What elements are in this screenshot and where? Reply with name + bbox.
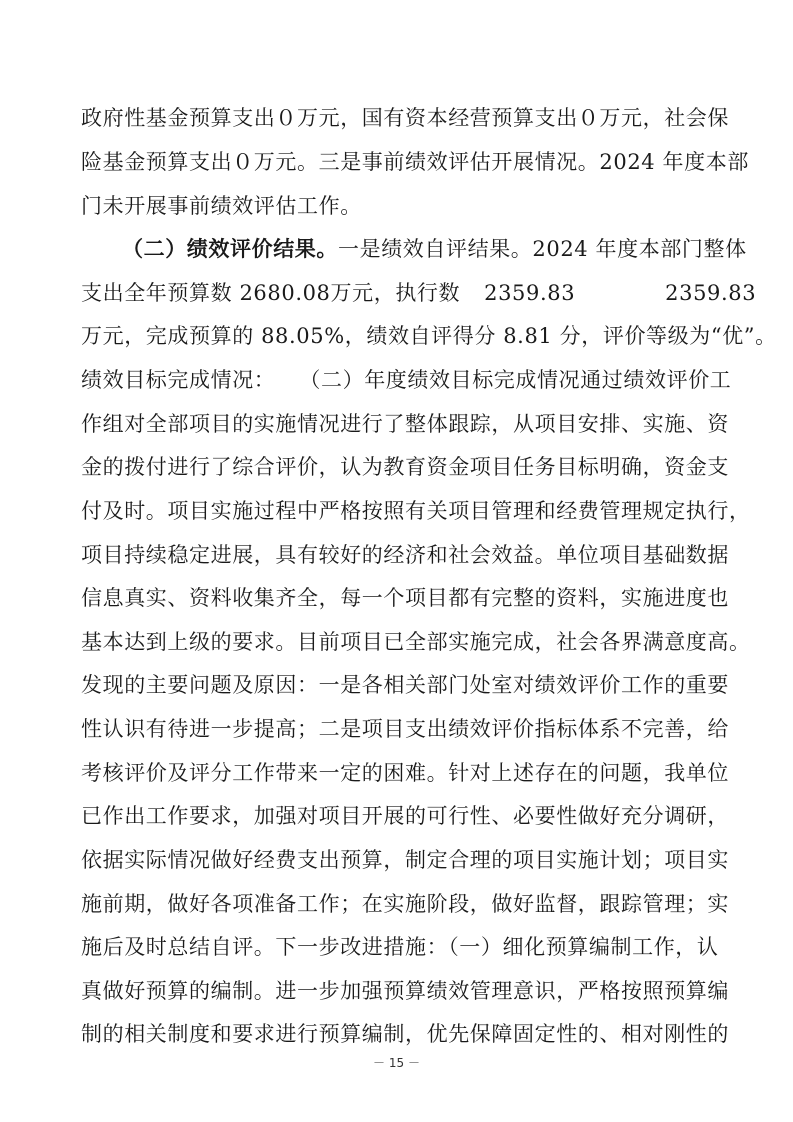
text-line-12: 信息真实、资料收集齐全，每一个项目都有完整的资料，实施进度也 (81, 586, 729, 610)
text-line-22: 制的相关制度和要求进行预算编制，优先保障固定性的、相对刚性的 (81, 1022, 729, 1046)
text-line-14: 发现的主要问题及原因：一是各相关部门处室对绩效评价工作的重要 (81, 673, 729, 697)
paragraph-heading-line (122, 235, 762, 263)
text-line-7b: （二）年度绩效目标完成情况通过绩效评价工 (299, 368, 732, 392)
text-line-10: 付及时。项目实施过程中严格按照有关项目管理和经费管理规定执行， (81, 499, 751, 523)
page-number: － 15 － (373, 1056, 420, 1070)
section-heading: （二）绩效评价结果。 (122, 237, 338, 261)
text-line-5-row (81, 279, 757, 307)
text-line-19: 施前期，做好各项准备工作；在实施阶段，做好监督，跟踪管理；实 (81, 892, 729, 916)
text-line-21: 真做好预算的编制。进一步加强预算绩效管理意识，严格按照预算编 (81, 979, 729, 1003)
text-line-20: 施后及时总结自评。下一步改进措施：（一）细化预算编制工作，认 (81, 935, 719, 959)
text-line-17: 已作出工作要求，加强对项目开展的可行性、必要性做好充分调研， (81, 804, 729, 828)
text-line-2: 险基金预算支出０万元。三是事前绩效评估开展情况。2024 年度本部 (81, 150, 749, 174)
text-line-7a: 绩效目标完成情况： (81, 368, 276, 392)
text-line-13: 基本达到上级的要求。目前项目已全部实施完成，社会各界满意度高。 (81, 630, 751, 654)
text-line-15: 性认识有待进一步提高；二是项目支出绩效评价指标体系不完善，给 (81, 717, 729, 741)
text-line-9: 金的拨付进行了综合评价，认为教育资金项目任务目标明确，资金支 (81, 455, 729, 479)
text-line-1: 政府性基金预算支出０万元，国有资本经营预算支出０万元，社会保 (81, 106, 729, 130)
text-line-3: 门未开展事前绩效评估工作。 (81, 194, 362, 218)
text-line-4: 一是绩效自评结果。2024 年度本部门整体 (338, 237, 747, 261)
text-line-16: 考核评价及评分工作带来一定的困难。针对上述存在的问题，我单位 (81, 761, 729, 785)
text-line-8: 作组对全部项目的实施情况进行了整体跟踪，从项目安排、实施、资 (81, 412, 729, 436)
text-line-5: 支出全年预算数 2680.08万元，执行数 (81, 281, 461, 305)
executed-amount-repeat: 2359.83 (665, 281, 757, 305)
text-line-11: 项目持续稳定进展，具有较好的经济和社会效益。单位项目基础数据 (81, 543, 729, 567)
text-line-18: 依据实际情况做好经费支出预算，制定合理的项目实施计划；项目实 (81, 848, 729, 872)
text-line-6: 万元，完成预算的 88.05%，绩效自评得分 8.81 分，评价等级为“优”。 (81, 324, 777, 348)
text-line-7-row (81, 366, 732, 394)
executed-amount: 2359.83 (484, 281, 576, 305)
